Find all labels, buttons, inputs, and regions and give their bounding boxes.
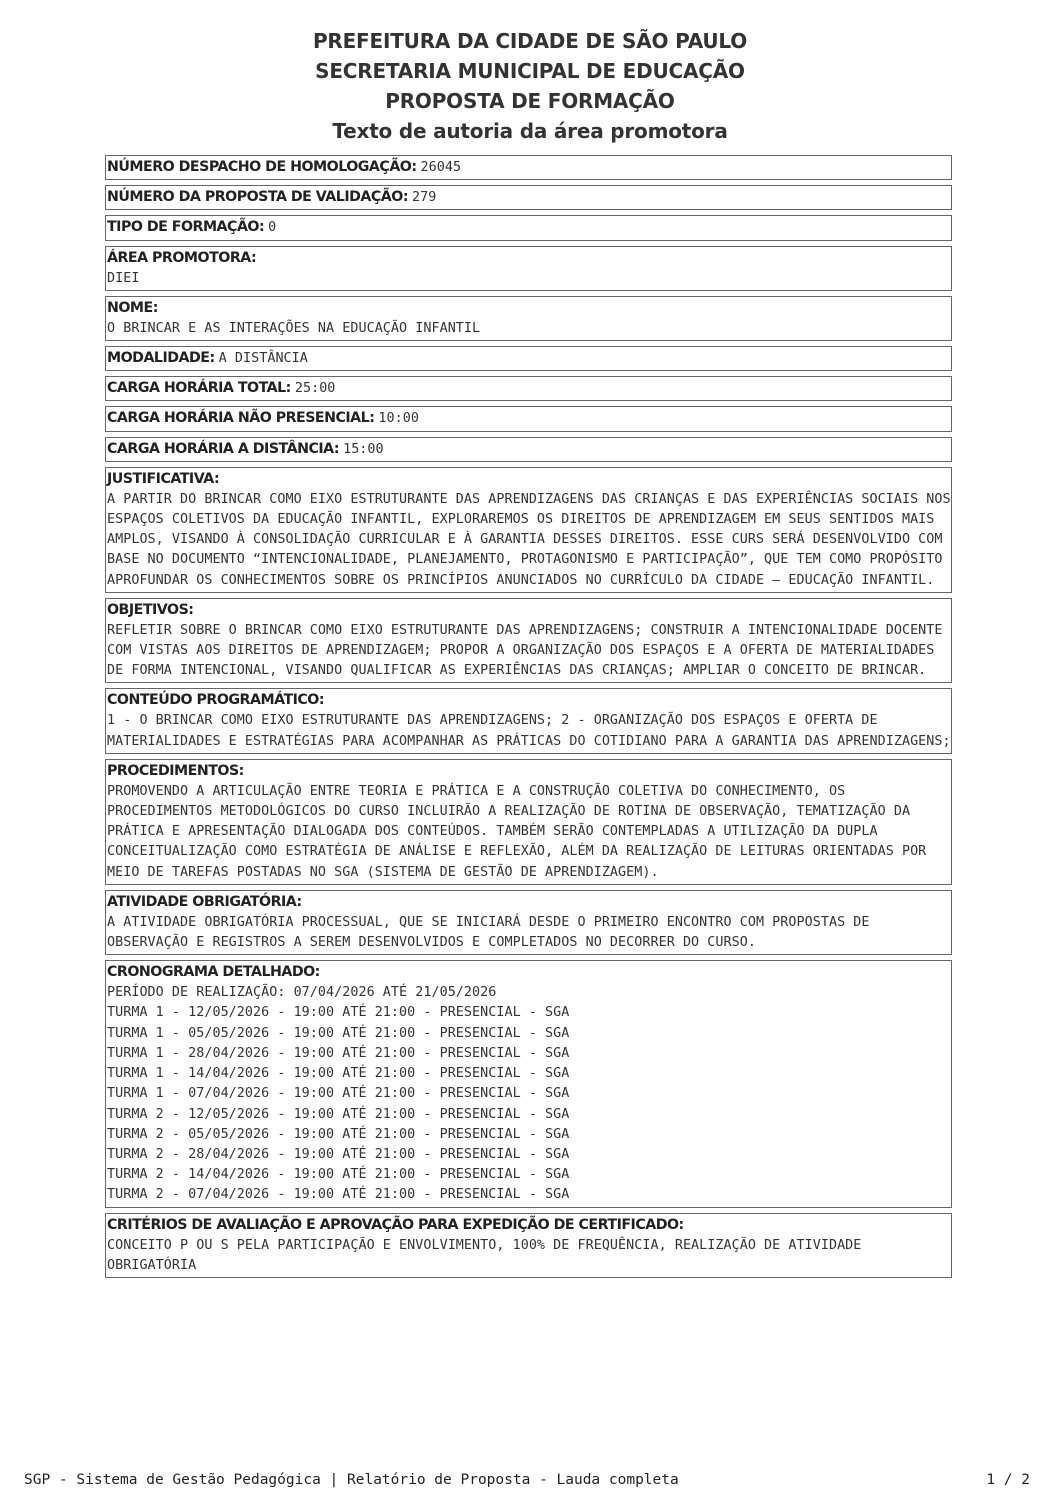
field-value: O BRINCAR E AS INTERAÇÕES NA EDUCAÇÃO INFANTIL xyxy=(107,320,481,336)
field-label: CRITÉRIOS DE AVALIAÇÃO E APROVAÇÃO PARA EXPEDIÇÃO DE CERTIFICADO: xyxy=(107,1216,684,1233)
field-procedimentos xyxy=(105,759,952,885)
field-label: ÁREA PROMOTORA: xyxy=(107,249,257,266)
field-value: CONCEITO P OU S PELA PARTICIPAÇÃO E ENVOLVIMENTO, 100% DE FREQUÊNCIA, REALIZAÇÃO DE ATIVIDADE OBRIGATÓRIA xyxy=(107,1237,862,1273)
field-carga-total xyxy=(105,376,952,401)
header-line-proposta: PROPOSTA DE FORMAÇÃO xyxy=(385,89,675,113)
field-carga-distancia xyxy=(105,437,952,462)
field-value: A DISTÂNCIA xyxy=(218,351,308,367)
cronograma-line: TURMA 1 - 14/04/2026 - 19:00 ATÉ 21:00 - PRESENCIAL - SGA xyxy=(107,1066,570,1082)
cronograma-line: TURMA 2 - 05/05/2026 - 19:00 ATÉ 21:00 - PRESENCIAL - SGA xyxy=(107,1126,570,1142)
field-despacho xyxy=(105,155,952,180)
field-label: MODALIDADE: xyxy=(107,350,215,367)
field-value: 25:00 xyxy=(294,381,336,397)
proposal-fields xyxy=(105,155,952,1283)
field-tipo xyxy=(105,215,952,240)
field-criterios xyxy=(105,1213,952,1278)
field-atividade-obrigatoria xyxy=(105,890,952,955)
field-label: CRONOGRAMA DETALHADO: xyxy=(107,964,320,981)
field-label: CARGA HORÁRIA A DISTÂNCIA: xyxy=(107,440,340,457)
field-value: 15:00 xyxy=(343,441,384,457)
header-line-prefeitura: PREFEITURA DA CIDADE DE SÃO PAULO xyxy=(312,29,748,53)
field-label: OBJETIVOS: xyxy=(107,601,194,618)
field-conteudo-programatico xyxy=(105,688,952,753)
cronograma-line: TURMA 1 - 28/04/2026 - 19:00 ATÉ 21:00 - PRESENCIAL - SGA xyxy=(107,1045,570,1061)
field-value: A ATIVIDADE OBRIGATÓRIA PROCESSUAL, QUE SE INICIARÁ DESDE O PRIMEIRO ENCONTRO COM PROPOSTAS DE OBSERVAÇÃO E REGISTROS A SEREM DESENVOLVIDOS E COMPLETADOS NO DECORRER DO CURSO. xyxy=(107,914,870,951)
cronograma-line: TURMA 2 - 07/04/2026 - 19:00 ATÉ 21:00 - PRESENCIAL - SGA xyxy=(107,1187,570,1203)
cronograma-line: TURMA 1 - 12/05/2026 - 19:00 ATÉ 21:00 - PRESENCIAL - SGA xyxy=(107,1005,570,1021)
field-label: JUSTIFICATIVA: xyxy=(107,470,220,487)
header-line-secretaria: SECRETARIA MUNICIPAL DE EDUCAÇÃO xyxy=(315,59,745,83)
field-value: 1 - O BRINCAR COMO EIXO ESTRUTURANTE DAS APRENDIZAGENS; 2 - ORGANIZAÇÃO DOS ESPAÇOS E OFERTA DE MATERIALIDADES E ESTRATÉGIAS PARA ACOMPANHAR AS PRÁTICAS DO COTIDIANO PARA A GARANTIA DAS APRENDIZAGENS; xyxy=(107,713,951,749)
field-label: NOME: xyxy=(107,299,158,316)
field-label: CARGA HORÁRIA NÃO PRESENCIAL: xyxy=(107,410,375,427)
field-label: CONTEÚDO PROGRAMÁTICO: xyxy=(107,692,325,709)
page-number: 1 / 2 xyxy=(986,1472,1030,1488)
cronograma-line: TURMA 2 - 28/04/2026 - 19:00 ATÉ 21:00 - PRESENCIAL - SGA xyxy=(107,1146,570,1162)
document-header xyxy=(0,26,1060,146)
field-value: 279 xyxy=(412,190,437,206)
field-nome xyxy=(105,296,952,341)
field-label: PROCEDIMENTOS: xyxy=(107,762,244,779)
field-label: NÚMERO DA PROPOSTA DE VALIDAÇÃO: xyxy=(107,189,408,206)
cronograma-line: PERÍODO DE REALIZAÇÃO: 07/04/2026 ATÉ 21/05/2026 xyxy=(107,985,497,1001)
field-area-promotora xyxy=(105,246,952,291)
field-label: TIPO DE FORMAÇÃO: xyxy=(107,219,265,236)
field-modalidade xyxy=(105,346,952,371)
field-value: DIEI xyxy=(107,270,140,286)
cronograma-line: TURMA 1 - 07/04/2026 - 19:00 ATÉ 21:00 - PRESENCIAL - SGA xyxy=(107,1086,570,1102)
field-proposta xyxy=(105,185,952,210)
cronograma-line: TURMA 2 - 14/04/2026 - 19:00 ATÉ 21:00 - PRESENCIAL - SGA xyxy=(107,1167,570,1183)
footer-report-title: SGP - Sistema de Gestão Pedagógica | Relatório de Proposta - Lauda completa xyxy=(24,1472,679,1488)
field-value: REFLETIR SOBRE O BRINCAR COMO EIXO ESTRUTURANTE DAS APRENDIZAGENS; CONSTRUIR A INTENCIONALIDADE DOCENTE COM VISTAS AOS DIREITOS DE APRENDIZAGEM; PROPOR A ORGANIZAÇÃO DOS ESPAÇOS E A OFERTA DE MATERIALIDADES DE FORMA INTENCIONAL, VISANDO QUALIFICAR AS EXPERIÊNCIAS DAS CRIANÇAS; AMPLIAR O CONCEITO DE BRINCAR. xyxy=(107,622,943,679)
header-line-autoria: Texto de autoria da área promotora xyxy=(332,119,728,143)
field-value: 0 xyxy=(268,220,277,236)
cronograma-line: TURMA 1 - 05/05/2026 - 19:00 ATÉ 21:00 - PRESENCIAL - SGA xyxy=(107,1025,570,1041)
field-value: A PARTIR DO BRINCAR COMO EIXO ESTRUTURANTE DAS APRENDIZAGENS DAS CRIANÇAS E DAS EXPERIÊNCIAS SOCIAIS NOS ESPAÇOS COLETIVOS DA EDUCAÇÃO INFANTIL, EXPLORAREMOS OS DIREITOS DE APRENDIZAGEM EM SEUS SENTIDOS MAIS AMPLOS, VISANDO À CONSOLIDAÇÃO CURRICULAR E À GARANTIA DESSES DIREITOS. ESSE CURS SERÁ DESENVOLVIDO COM BASE NO DOCUMENTO “INTENCIONALIDADE, PLANEJAMENTO, PROTAGONISMO E PARTICIPAÇÃO”, QUE TEM COMO PROPÓSITO APROFUNDAR OS CONHECIMENTOS SOBRE OS PRINCÍPIOS ANUNCIADOS NO CURRÍCULO DA CIDADE – EDUCAÇÃO INFANTIL. xyxy=(107,491,951,588)
field-label: NÚMERO DESPACHO DE HOMOLOGAÇÃO: xyxy=(107,159,417,175)
field-value: 10:00 xyxy=(378,411,419,427)
field-label: CARGA HORÁRIA TOTAL: xyxy=(107,380,291,397)
cronograma-line: TURMA 2 - 12/05/2026 - 19:00 ATÉ 21:00 - PRESENCIAL - SGA xyxy=(107,1106,570,1122)
field-cronograma xyxy=(105,960,952,1207)
field-objetivos xyxy=(105,598,952,684)
field-carga-nao-presencial xyxy=(105,406,952,431)
field-value: 26045 xyxy=(420,160,462,175)
field-justificativa xyxy=(105,467,952,593)
field-label: ATIVIDADE OBRIGATÓRIA: xyxy=(107,893,302,910)
field-value: PROMOVENDO A ARTICULAÇÃO ENTRE TEORIA E PRÁTICA E A CONSTRUÇÃO COLETIVA DO CONHECIMENTO, OS PROCEDIMENTOS METODOLÓGICOS DO CURSO INCLUIRÃO A REALIZAÇÃO DE ROTINA DE OBSERVAÇÃO, TEMATIZAÇÃO DA PRÁTICA E APRESENTAÇÃO DIALOGADA DOS CONTEÚDOS. TAMBÉM SERÃO CONTEMPLADAS A UTILIZAÇÃO DA DUPLA CONCEITUALIZAÇÃO COMO ESTRATÉGIA DE ANÁLISE E REFLEXÃO, ALÉM DA REALIZAÇÃO DE LEITURAS ORIENTADAS POR MEIO DE TAREFAS POSTADAS NO SGA (SISTEMA DE GESTÃO DE APRENDIZAGEM). xyxy=(107,783,927,880)
